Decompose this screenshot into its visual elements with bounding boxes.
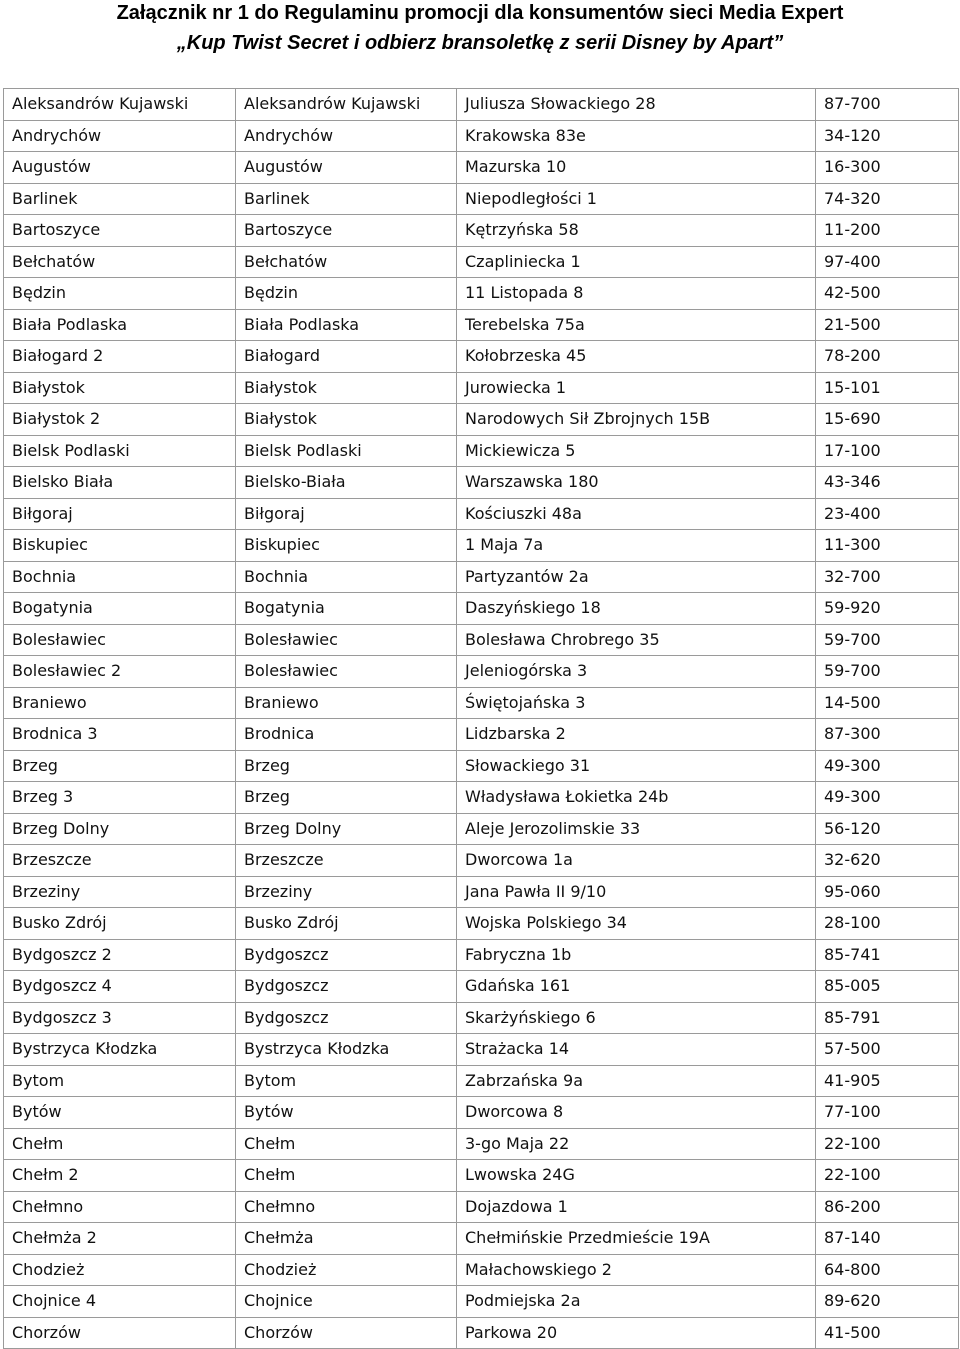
city-cell: Chorzów: [236, 1317, 457, 1349]
postal-code-cell: 59-700: [816, 624, 959, 656]
street-address-cell: Niepodległości 1: [457, 183, 816, 215]
store-name-cell: Białystok: [4, 372, 236, 404]
store-name-cell: Bytów: [4, 1097, 236, 1129]
city-cell: Chełm: [236, 1128, 457, 1160]
street-address-cell: 11 Listopada 8: [457, 278, 816, 310]
city-cell: Chojnice: [236, 1286, 457, 1318]
city-cell: Biłgoraj: [236, 498, 457, 530]
street-address-cell: Zabrzańska 9a: [457, 1065, 816, 1097]
table-row: [4, 435, 959, 467]
street-address-cell: Terebelska 75a: [457, 309, 816, 341]
city-cell: Bydgoszcz: [236, 1002, 457, 1034]
table-row: [4, 593, 959, 625]
postal-code-cell: 22-100: [816, 1128, 959, 1160]
street-address-cell: 3-go Maja 22: [457, 1128, 816, 1160]
table-row: [4, 1002, 959, 1034]
postal-code-cell: 17-100: [816, 435, 959, 467]
table-row: [4, 561, 959, 593]
table-row: [4, 1065, 959, 1097]
stores-table: [3, 88, 959, 1349]
street-address-cell: Jeleniogórska 3: [457, 656, 816, 688]
table-row: [4, 1254, 959, 1286]
street-address-cell: Mickiewicza 5: [457, 435, 816, 467]
postal-code-cell: 22-100: [816, 1160, 959, 1192]
store-name-cell: Bełchatów: [4, 246, 236, 278]
store-name-cell: Augustów: [4, 152, 236, 184]
city-cell: Chodzież: [236, 1254, 457, 1286]
store-name-cell: Chodzież: [4, 1254, 236, 1286]
street-address-cell: Partyzantów 2a: [457, 561, 816, 593]
street-address-cell: Kołobrzeska 45: [457, 341, 816, 373]
store-name-cell: Brzeg Dolny: [4, 813, 236, 845]
city-cell: Bolesławiec: [236, 656, 457, 688]
table-row: [4, 624, 959, 656]
table-row: [4, 498, 959, 530]
store-name-cell: Brzeszcze: [4, 845, 236, 877]
city-cell: Brzeszcze: [236, 845, 457, 877]
street-address-cell: Władysława Łokietka 24b: [457, 782, 816, 814]
street-address-cell: Kętrzyńska 58: [457, 215, 816, 247]
postal-code-cell: 59-700: [816, 656, 959, 688]
table-row: [4, 309, 959, 341]
store-name-cell: Bolesławiec 2: [4, 656, 236, 688]
postal-code-cell: 89-620: [816, 1286, 959, 1318]
street-address-cell: Podmiejska 2a: [457, 1286, 816, 1318]
street-address-cell: Jana Pawła II 9/10: [457, 876, 816, 908]
table-row: [4, 845, 959, 877]
postal-code-cell: 86-200: [816, 1191, 959, 1223]
postal-code-cell: 21-500: [816, 309, 959, 341]
street-address-cell: Czapliniecka 1: [457, 246, 816, 278]
city-cell: Bydgoszcz: [236, 939, 457, 971]
postal-code-cell: 15-690: [816, 404, 959, 436]
street-address-cell: Dojazdowa 1: [457, 1191, 816, 1223]
table-row: [4, 404, 959, 436]
postal-code-cell: 87-300: [816, 719, 959, 751]
store-name-cell: Biała Podlaska: [4, 309, 236, 341]
city-cell: Białystok: [236, 372, 457, 404]
table-row: [4, 656, 959, 688]
street-address-cell: Aleje Jerozolimskie 33: [457, 813, 816, 845]
store-name-cell: Bydgoszcz 2: [4, 939, 236, 971]
postal-code-cell: 42-500: [816, 278, 959, 310]
store-name-cell: Bielsk Podlaski: [4, 435, 236, 467]
street-address-cell: Dworcowa 8: [457, 1097, 816, 1129]
store-name-cell: Bydgoszcz 3: [4, 1002, 236, 1034]
city-cell: Bochnia: [236, 561, 457, 593]
city-cell: Chełmno: [236, 1191, 457, 1223]
street-address-cell: Lwowska 24G: [457, 1160, 816, 1192]
store-name-cell: Bystrzyca Kłodzka: [4, 1034, 236, 1066]
table-row: [4, 215, 959, 247]
city-cell: Brzeg: [236, 782, 457, 814]
city-cell: Biskupiec: [236, 530, 457, 562]
street-address-cell: Parkowa 20: [457, 1317, 816, 1349]
postal-code-cell: 77-100: [816, 1097, 959, 1129]
city-cell: Brodnica: [236, 719, 457, 751]
postal-code-cell: 74-320: [816, 183, 959, 215]
city-cell: Brzeg: [236, 750, 457, 782]
store-name-cell: Białystok 2: [4, 404, 236, 436]
table-row: [4, 782, 959, 814]
table-row: [4, 687, 959, 719]
postal-code-cell: 11-300: [816, 530, 959, 562]
city-cell: Białystok: [236, 404, 457, 436]
city-cell: Bystrzyca Kłodzka: [236, 1034, 457, 1066]
postal-code-cell: 87-700: [816, 89, 959, 121]
postal-code-cell: 85-791: [816, 1002, 959, 1034]
table-row: [4, 908, 959, 940]
city-cell: Bogatynia: [236, 593, 457, 625]
street-address-cell: Chełmińskie Przedmieście 19A: [457, 1223, 816, 1255]
street-address-cell: Lidzbarska 2: [457, 719, 816, 751]
store-name-cell: Chojnice 4: [4, 1286, 236, 1318]
document-title: Załącznik nr 1 do Regulaminu promocji dla konsumentów sieci Media Expert: [116, 2, 844, 24]
store-name-cell: Bogatynia: [4, 593, 236, 625]
postal-code-cell: 43-346: [816, 467, 959, 499]
table-row: [4, 1097, 959, 1129]
postal-code-cell: 49-300: [816, 750, 959, 782]
street-address-cell: Dworcowa 1a: [457, 845, 816, 877]
city-cell: Bielsko-Biała: [236, 467, 457, 499]
street-address-cell: Juliusza Słowackiego 28: [457, 89, 816, 121]
postal-code-cell: 23-400: [816, 498, 959, 530]
street-address-cell: Skarżyńskiego 6: [457, 1002, 816, 1034]
city-cell: Aleksandrów Kujawski: [236, 89, 457, 121]
street-address-cell: Wojska Polskiego 34: [457, 908, 816, 940]
city-cell: Biała Podlaska: [236, 309, 457, 341]
store-name-cell: Bielsko Biała: [4, 467, 236, 499]
table-row: [4, 120, 959, 152]
postal-code-cell: 41-905: [816, 1065, 959, 1097]
table-row: [4, 341, 959, 373]
city-cell: Bolesławiec: [236, 624, 457, 656]
table-row: [4, 89, 959, 121]
table-row: [4, 939, 959, 971]
store-name-cell: Brzeg: [4, 750, 236, 782]
store-name-cell: Białogard 2: [4, 341, 236, 373]
table-row: [4, 1034, 959, 1066]
street-address-cell: Bolesława Chrobrego 35: [457, 624, 816, 656]
document-header: [0, 0, 960, 60]
city-cell: Barlinek: [236, 183, 457, 215]
store-name-cell: Busko Zdrój: [4, 908, 236, 940]
table-row: [4, 750, 959, 782]
table-row: [4, 372, 959, 404]
postal-code-cell: 41-500: [816, 1317, 959, 1349]
store-name-cell: Brzeziny: [4, 876, 236, 908]
street-address-cell: 1 Maja 7a: [457, 530, 816, 562]
city-cell: Chełmża: [236, 1223, 457, 1255]
street-address-cell: Krakowska 83e: [457, 120, 816, 152]
street-address-cell: Strażacka 14: [457, 1034, 816, 1066]
postal-code-cell: 11-200: [816, 215, 959, 247]
street-address-cell: Świętojańska 3: [457, 687, 816, 719]
city-cell: Braniewo: [236, 687, 457, 719]
store-name-cell: Chełmża 2: [4, 1223, 236, 1255]
table-row: [4, 1160, 959, 1192]
store-name-cell: Braniewo: [4, 687, 236, 719]
table-row: [4, 1223, 959, 1255]
store-name-cell: Chełm 2: [4, 1160, 236, 1192]
store-name-cell: Chełmno: [4, 1191, 236, 1223]
stores-table-body: [4, 89, 959, 1349]
store-name-cell: Chorzów: [4, 1317, 236, 1349]
postal-code-cell: 64-800: [816, 1254, 959, 1286]
city-cell: Bielsk Podlaski: [236, 435, 457, 467]
table-row: [4, 1128, 959, 1160]
postal-code-cell: 56-120: [816, 813, 959, 845]
store-name-cell: Bartoszyce: [4, 215, 236, 247]
street-address-cell: Warszawska 180: [457, 467, 816, 499]
postal-code-cell: 32-620: [816, 845, 959, 877]
street-address-cell: Mazurska 10: [457, 152, 816, 184]
postal-code-cell: 59-920: [816, 593, 959, 625]
street-address-cell: Małachowskiego 2: [457, 1254, 816, 1286]
store-name-cell: Andrychów: [4, 120, 236, 152]
store-name-cell: Bytom: [4, 1065, 236, 1097]
city-cell: Brzeg Dolny: [236, 813, 457, 845]
store-name-cell: Bydgoszcz 4: [4, 971, 236, 1003]
store-name-cell: Aleksandrów Kujawski: [4, 89, 236, 121]
table-row: [4, 152, 959, 184]
postal-code-cell: 85-741: [816, 939, 959, 971]
postal-code-cell: 97-400: [816, 246, 959, 278]
table-row: [4, 530, 959, 562]
city-cell: Bełchatów: [236, 246, 457, 278]
postal-code-cell: 15-101: [816, 372, 959, 404]
table-row: [4, 971, 959, 1003]
city-cell: Będzin: [236, 278, 457, 310]
street-address-cell: Gdańska 161: [457, 971, 816, 1003]
table-row: [4, 1191, 959, 1223]
table-row: [4, 278, 959, 310]
store-name-cell: Barlinek: [4, 183, 236, 215]
postal-code-cell: 14-500: [816, 687, 959, 719]
city-cell: Białogard: [236, 341, 457, 373]
store-name-cell: Bochnia: [4, 561, 236, 593]
table-row: [4, 183, 959, 215]
table-row: [4, 1317, 959, 1349]
street-address-cell: Narodowych Sił Zbrojnych 15B: [457, 404, 816, 436]
store-name-cell: Brodnica 3: [4, 719, 236, 751]
postal-code-cell: 85-005: [816, 971, 959, 1003]
store-name-cell: Będzin: [4, 278, 236, 310]
store-name-cell: Chełm: [4, 1128, 236, 1160]
postal-code-cell: 95-060: [816, 876, 959, 908]
store-name-cell: Bolesławiec: [4, 624, 236, 656]
city-cell: Augustów: [236, 152, 457, 184]
city-cell: Brzeziny: [236, 876, 457, 908]
postal-code-cell: 57-500: [816, 1034, 959, 1066]
promotion-name: „Kup Twist Secret i odbierz bransoletkę z serii Disney by Apart”: [176, 32, 784, 54]
postal-code-cell: 16-300: [816, 152, 959, 184]
city-cell: Chełm: [236, 1160, 457, 1192]
city-cell: Bytom: [236, 1065, 457, 1097]
postal-code-cell: 34-120: [816, 120, 959, 152]
street-address-cell: Jurowiecka 1: [457, 372, 816, 404]
store-name-cell: Brzeg 3: [4, 782, 236, 814]
city-cell: Andrychów: [236, 120, 457, 152]
postal-code-cell: 32-700: [816, 561, 959, 593]
street-address-cell: Daszyńskiego 18: [457, 593, 816, 625]
city-cell: Busko Zdrój: [236, 908, 457, 940]
city-cell: Bytów: [236, 1097, 457, 1129]
store-name-cell: Biskupiec: [4, 530, 236, 562]
city-cell: Bartoszyce: [236, 215, 457, 247]
table-row: [4, 1286, 959, 1318]
postal-code-cell: 49-300: [816, 782, 959, 814]
table-row: [4, 467, 959, 499]
store-name-cell: Biłgoraj: [4, 498, 236, 530]
city-cell: Bydgoszcz: [236, 971, 457, 1003]
table-row: [4, 246, 959, 278]
street-address-cell: Kościuszki 48a: [457, 498, 816, 530]
postal-code-cell: 87-140: [816, 1223, 959, 1255]
postal-code-cell: 28-100: [816, 908, 959, 940]
postal-code-cell: 78-200: [816, 341, 959, 373]
table-row: [4, 876, 959, 908]
table-row: [4, 813, 959, 845]
street-address-cell: Fabryczna 1b: [457, 939, 816, 971]
table-row: [4, 719, 959, 751]
street-address-cell: Słowackiego 31: [457, 750, 816, 782]
